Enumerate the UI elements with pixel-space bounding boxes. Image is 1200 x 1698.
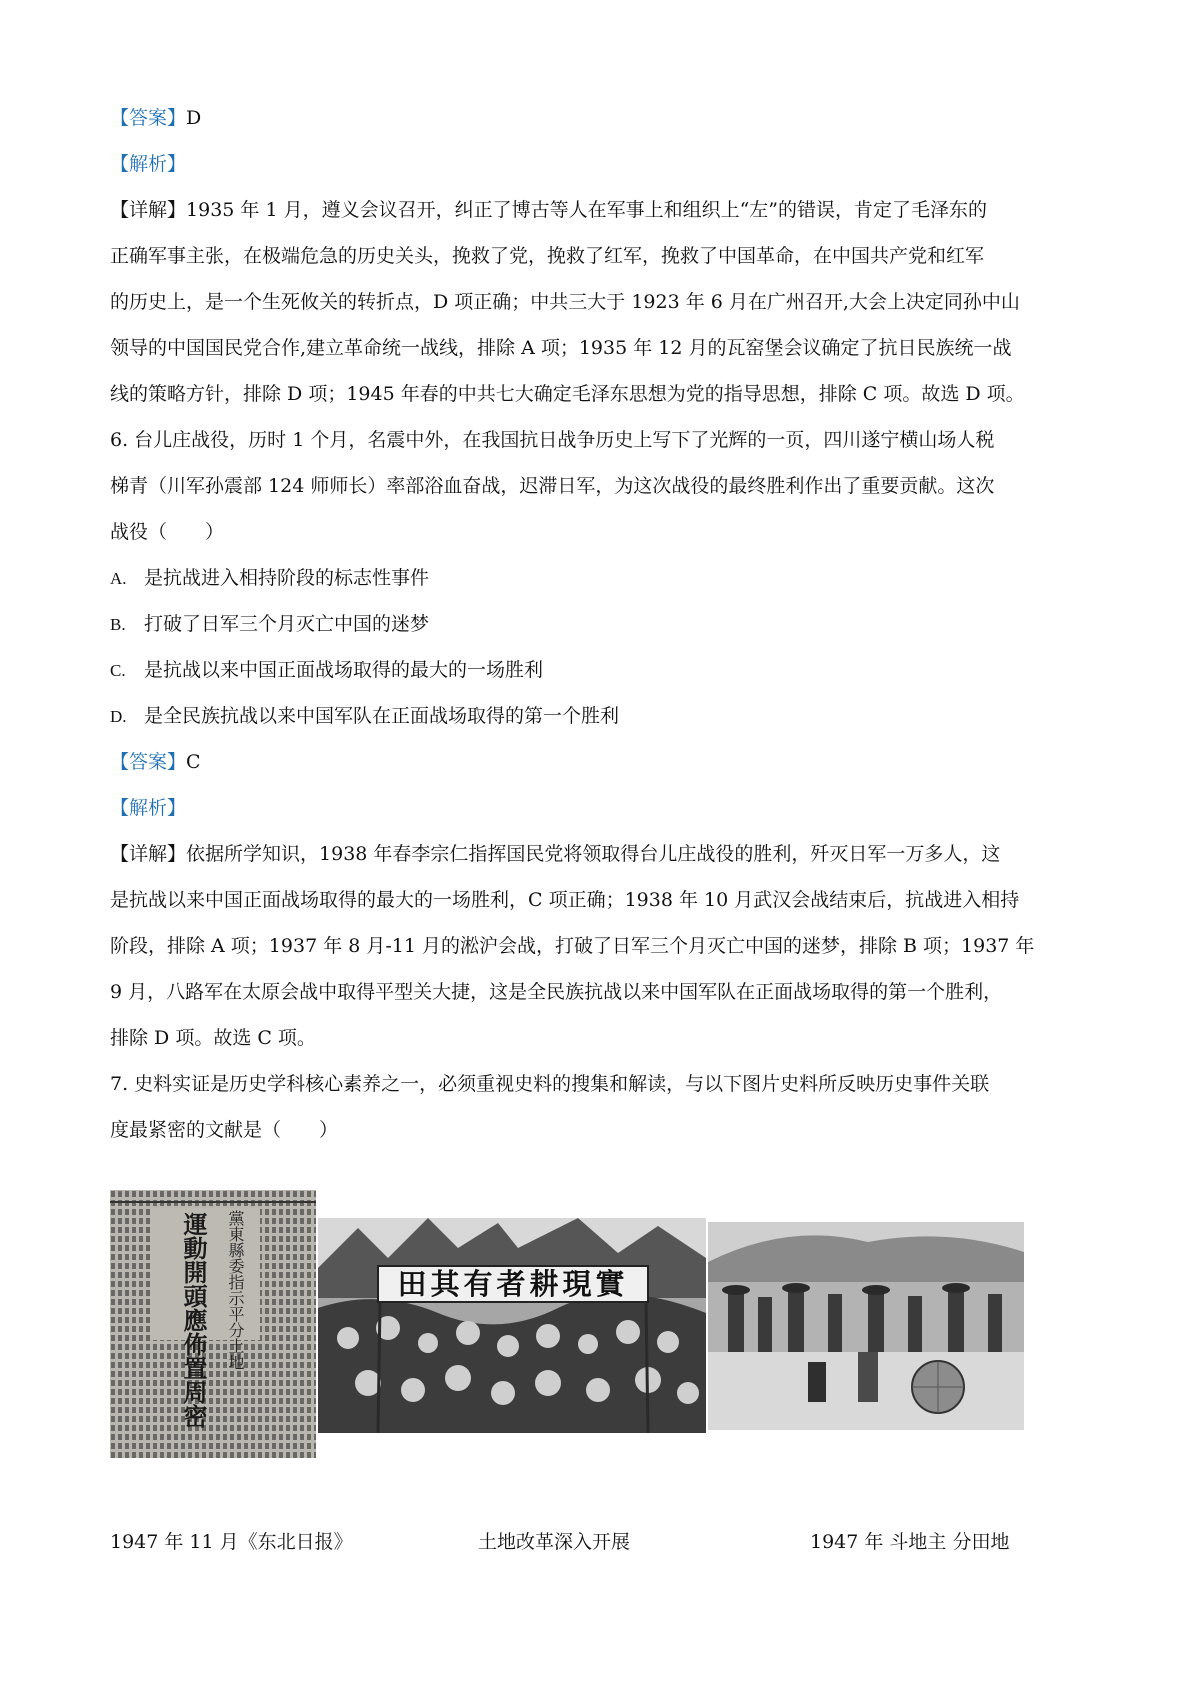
option-text: 打破了日军三个月灭亡中国的迷梦 [144, 613, 430, 635]
banner-text: 田其有者耕現實 [397, 1267, 629, 1301]
struggle-landlord-photo [708, 1222, 1024, 1430]
q5-answer-line [110, 106, 1100, 130]
q6-detail-line-2: 是抗战以来中国正面战场取得的最大的一场胜利，C 项正确；1938 年 10 月武汉会战结束后，抗战进入相持 [110, 889, 1020, 911]
q6-answer-line [110, 750, 1100, 774]
q6-detail-line-1 [110, 842, 1100, 866]
q6-option-b [110, 612, 429, 637]
q5-detail-line-1 [110, 198, 1100, 222]
q6-detail-line-4: 9 月，八路军在太原会战中取得平型关大捷，这是全民族抗战以来中国军队在正面战场取得的第一个胜利， [110, 981, 1003, 1003]
option-letter: D. [110, 707, 127, 726]
newspaper-headline-sub: 黨東縣委指示平分土地 [226, 1210, 245, 1370]
newspaper-photo [110, 1190, 316, 1458]
detail-tag: 【详解】 [110, 843, 187, 865]
detail-tag: 【详解】 [110, 199, 187, 221]
option-letter: C. [110, 661, 126, 680]
answer-value: D [186, 107, 202, 129]
q6-analysis-tag-line [110, 796, 1100, 820]
caption-newspaper: 1947 年 11 月《东北日报》 [110, 1531, 353, 1553]
q5-detail-line-2: 正确军事主张，在极端危急的历史关头，挽救了党，挽救了红军，挽救了中国革命，在中国共产党和红军 [110, 245, 985, 267]
q5-analysis-tag-line [110, 152, 1100, 176]
detail-text: 依据所学知识，1938 年春李宗仁指挥国民党将领取得台儿庄战役的胜利，歼灭日军一万多人，这 [186, 843, 1001, 865]
q6-detail-line-5: 排除 D 项。故选 C 项。 [110, 1027, 316, 1049]
detail-text: 1935 年 1 月，遵义会议召开，纠正了博古等人在军事上和组织上“左”的错误，肯定了毛泽东的 [186, 199, 988, 221]
q7-stem-line-2: 度最紧密的文献是（ ） [110, 1119, 339, 1141]
answer-tag: 【答案】 [110, 107, 187, 129]
q6-stem-line-1: 6. 台儿庄战役，历时 1 个月，名震中外，在我国抗日战争历史上写下了光辉的一页，四川遂宁横山场人税 [110, 429, 995, 451]
q7-stem-line-1: 7. 史料实证是历史学科核心素养之一，必须重视史料的搜集和解读，与以下图片史料所反映历史事件关联 [110, 1073, 990, 1095]
q6-option-a [110, 566, 429, 591]
analysis-tag: 【解析】 [110, 797, 187, 819]
option-text: 是抗战进入相持阶段的标志性事件 [144, 567, 430, 589]
caption-struggle: 1947 年 斗地主 分田地 [810, 1531, 1010, 1553]
land-reform-crowd-photo [318, 1218, 706, 1433]
option-letter: B. [110, 615, 126, 634]
q6-stem-line-2: 梯青（川军孙震部 124 师师长）率部浴血奋战，迟滞日军，为这次战役的最终胜利作出了重要贡献。这次 [110, 475, 995, 497]
answer-tag: 【答案】 [110, 751, 187, 773]
caption-land-reform: 土地改革深入开展 [478, 1531, 631, 1553]
analysis-tag: 【解析】 [110, 153, 187, 175]
q5-detail-line-5: 线的策略方针，排除 D 项；1945 年春的中共七大确定毛泽东思想为党的指导思想，排除 C 项。故选 D 项。 [110, 383, 1025, 405]
q6-option-d [110, 704, 619, 729]
q6-option-c [110, 658, 543, 683]
q5-detail-line-4: 领导的中国国民党合作,建立革命统一战线，排除 A 项；1935 年 12 月的瓦窑堡会议确定了抗日民族统一战 [110, 337, 1012, 359]
option-letter: A. [110, 569, 127, 588]
option-text: 是抗战以来中国正面战场取得的最大的一场胜利 [144, 659, 544, 681]
q6-stem-line-3: 战役（ ） [110, 521, 225, 543]
answer-value: C [186, 751, 201, 773]
q5-detail-line-3: 的历史上，是一个生死攸关的转折点，D 项正确；中共三大于 1923 年 6 月在广州召开,大会上决定同孙中山 [110, 291, 1020, 313]
newspaper-headline-main: 運動開頭應佈置周密 [179, 1212, 208, 1428]
option-text: 是全民族抗战以来中国军队在正面战场取得的第一个胜利 [144, 705, 620, 727]
q6-detail-line-3: 阶段，排除 A 项；1937 年 8 月-11 月的淞沪会战，打破了日军三个月灭亡中国的迷梦，排除 B 项；1937 年 [110, 935, 1035, 957]
